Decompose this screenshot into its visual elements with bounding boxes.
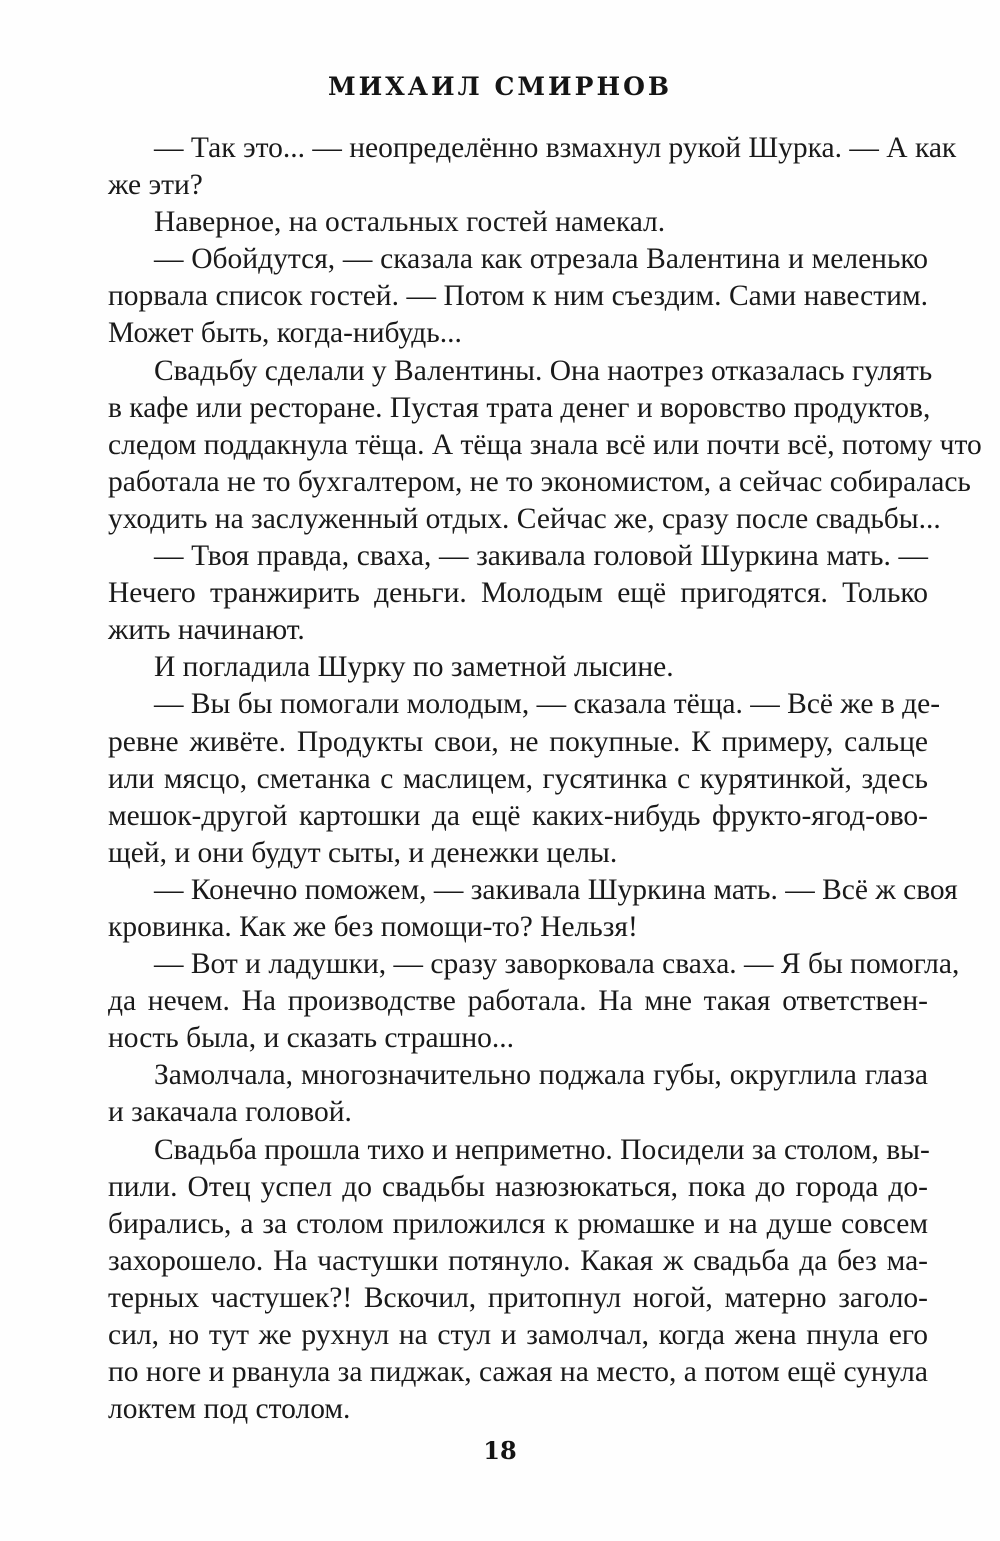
text-line: работала не то бухгалтером, не то экономистом, а сейчас собиралась [108, 465, 971, 498]
text-line: И погладила Шурку по заметной лысине. [154, 651, 674, 684]
text-line: уходить на заслуженный отдых. Сейчас же, сразу после свадьбы... [108, 502, 941, 535]
text-line: Наверное, на остальных гостей намекал. [154, 206, 666, 239]
text-line: — Обойдутся, — сказала как отрезала Валентина и меленько [154, 243, 928, 276]
text-line: Может быть, когда-нибудь... [108, 317, 462, 350]
text-line: в кафе или ресторане. Пустая трата денег и воровство продуктов, [108, 391, 931, 424]
text-line: сил, но тут же рухнул на стул и замолчал, когда жена пнула его [108, 1319, 928, 1351]
text-line: Нечего транжирить деньги. Молодым ещё пригодятся. Только [108, 577, 928, 610]
body-text [108, 130, 982, 1428]
text-line: локтем под столом. [108, 1393, 351, 1426]
text-line: жить начинают. [108, 614, 305, 647]
text-line: кровинка. Как же без помощи-то? Нельзя! [108, 910, 638, 943]
text-line: щей, и они будут сыты, и денежки целы. [108, 836, 618, 869]
text-line: же эти? [108, 169, 203, 202]
text-line: захорошело. На частушки потянуло. Какая ж свадьба да без ма- [108, 1244, 928, 1277]
text-line: — Вы бы помогали молодым, — сказала тёща. — Всё же в де- [154, 688, 941, 721]
text-line: да нечем. На производстве работала. На мне такая ответствен- [108, 985, 928, 1018]
text-line: Свадьба прошла тихо и неприметно. Посидели за столом, вы- [154, 1133, 930, 1166]
text-line: Свадьбу сделали у Валентины. Она наотрез отказалась гулять [154, 354, 933, 387]
text-line: следом поддакнула тёща. А тёща знала всё или почти всё, потому что [108, 428, 982, 461]
text-line: — Твоя правда, сваха, — закивала головой Шуркина мать. — [154, 540, 928, 573]
text-line: и закачала головой. [108, 1096, 352, 1129]
text-line: — Так это... — неопределённо взмахнул рукой Шурка. — А как [154, 132, 957, 164]
text-line: или мясцо, сметанка с маслицем, гусятинка с курятинкой, здесь [108, 762, 928, 795]
text-line: мешок-другой картошки да ещё каких-нибудь фрукто-ягод-ово- [108, 799, 928, 832]
text-line: порвала список гостей. — Потом к ним съездим. Сами навестим. [108, 280, 928, 313]
text-line: — Вот и ладушки, — сразу заворковала сваха. — Я бы помогла, [154, 948, 960, 981]
text-line: ревне живёте. Продукты свои, не покупные. К примеру, сальце [108, 725, 928, 758]
running-header-author: МИХАИЛ СМИРНОВ [327, 72, 672, 101]
text-line: ность была, и сказать страшно... [108, 1022, 514, 1055]
page-number: 18 [483, 1436, 517, 1465]
text-line: — Конечно поможем, — закивала Шуркина мать. — Всё ж своя [154, 873, 958, 906]
text-line: Замолчала, многозначительно поджала губы, округлила глаза [154, 1059, 928, 1092]
text-line: пили. Отец успел до свадьбы назюзюкаться, пока до города до- [108, 1170, 928, 1203]
text-line: по ноге и рванула за пиджак, сажая на место, а потом ещё сунула [108, 1356, 928, 1389]
text-line: терных частушек?! Вскочил, притопнул ногой, матерно заголо- [108, 1281, 928, 1314]
text-line: бирались, а за столом приложился к рюмашке и на душе совсем [108, 1207, 928, 1240]
